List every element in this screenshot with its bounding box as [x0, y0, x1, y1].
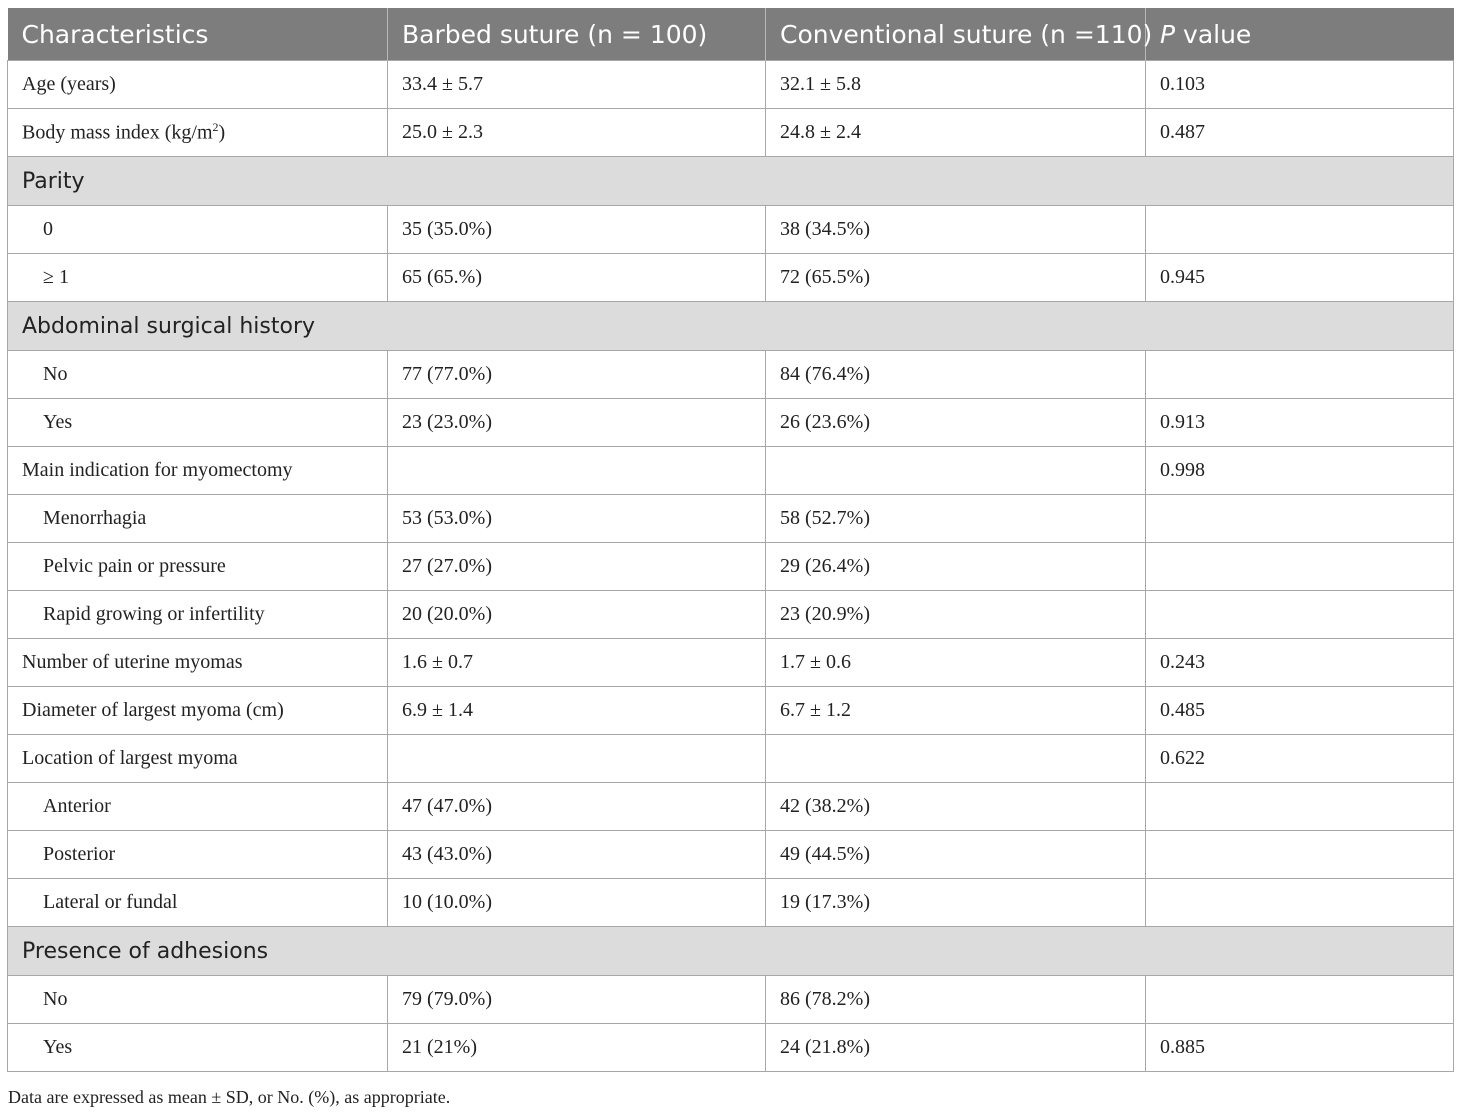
table-header-row [8, 8, 1454, 61]
barbed-value [388, 447, 766, 495]
conventional-value: 86 (78.2%) [766, 976, 1146, 1024]
p-value: 0.487 [1146, 109, 1454, 157]
conventional-value: 84 (76.4%) [766, 351, 1146, 399]
table-row [8, 254, 1454, 302]
conventional-value: 26 (23.6%) [766, 399, 1146, 447]
characteristics-table-container [7, 8, 1453, 1072]
header-p-value [1146, 8, 1454, 61]
row-label: No [8, 351, 388, 399]
barbed-value: 20 (20.0%) [388, 591, 766, 639]
row-label: Pelvic pain or pressure [8, 543, 388, 591]
barbed-value: 79 (79.0%) [388, 976, 766, 1024]
barbed-value: 77 (77.0%) [388, 351, 766, 399]
barbed-value: 65 (65.%) [388, 254, 766, 302]
conventional-value: 23 (20.9%) [766, 591, 1146, 639]
p-value: 0.103 [1146, 61, 1454, 109]
header-barbed-suture: Barbed suture (n = 100) [388, 8, 766, 61]
barbed-value: 53 (53.0%) [388, 495, 766, 543]
p-value: 0.998 [1146, 447, 1454, 495]
row-label: No [8, 976, 388, 1024]
row-label: Yes [8, 399, 388, 447]
conventional-value: 6.7 ± 1.2 [766, 687, 1146, 735]
bmi-superscript: 2 [212, 120, 219, 135]
table-row [8, 109, 1454, 157]
p-value [1146, 976, 1454, 1024]
bmi-label: Body mass index (kg/m [22, 121, 213, 144]
section-row-parity [8, 157, 1454, 206]
p-value [1146, 543, 1454, 591]
p-value [1146, 351, 1454, 399]
row-label: ≥ 1 [8, 254, 388, 302]
p-value: 0.913 [1146, 399, 1454, 447]
barbed-value: 33.4 ± 5.7 [388, 61, 766, 109]
conventional-value: 24 (21.8%) [766, 1024, 1146, 1072]
barbed-value: 10 (10.0%) [388, 879, 766, 927]
conventional-value [766, 735, 1146, 783]
p-value [1146, 831, 1454, 879]
row-label: Number of uterine myomas [8, 639, 388, 687]
section-label: Abdominal surgical history [8, 302, 1454, 351]
table-row [8, 831, 1454, 879]
row-label: Posterior [8, 831, 388, 879]
barbed-value: 21 (21%) [388, 1024, 766, 1072]
conventional-value: 29 (26.4%) [766, 543, 1146, 591]
p-value: 0.885 [1146, 1024, 1454, 1072]
p-value [1146, 591, 1454, 639]
table-row [8, 543, 1454, 591]
conventional-value: 58 (52.7%) [766, 495, 1146, 543]
conventional-value: 42 (38.2%) [766, 783, 1146, 831]
section-row-surgical-history [8, 302, 1454, 351]
section-label: Parity [8, 157, 1454, 206]
p-value [1146, 879, 1454, 927]
conventional-value: 38 (34.5%) [766, 206, 1146, 254]
row-label: Diameter of largest myoma (cm) [8, 687, 388, 735]
row-label: Lateral or fundal [8, 879, 388, 927]
conventional-value: 24.8 ± 2.4 [766, 109, 1146, 157]
conventional-value: 19 (17.3%) [766, 879, 1146, 927]
row-label: Rapid growing or infertility [8, 591, 388, 639]
row-label: Anterior [8, 783, 388, 831]
barbed-value: 43 (43.0%) [388, 831, 766, 879]
characteristics-table [7, 8, 1454, 1072]
table-row [8, 687, 1454, 735]
barbed-value: 1.6 ± 0.7 [388, 639, 766, 687]
table-row [8, 399, 1454, 447]
row-label: Location of largest myoma [8, 735, 388, 783]
conventional-value: 49 (44.5%) [766, 831, 1146, 879]
barbed-value [388, 735, 766, 783]
table-footnote: Data are expressed as mean ± SD, or No. (%), as appropriate. [8, 1087, 451, 1107]
header-p-rest: value [1175, 19, 1252, 49]
row-label [8, 109, 388, 157]
table-row [8, 61, 1454, 109]
barbed-value: 47 (47.0%) [388, 783, 766, 831]
table-row [8, 447, 1454, 495]
row-label: Yes [8, 1024, 388, 1072]
row-label: Menorrhagia [8, 495, 388, 543]
barbed-value: 23 (23.0%) [388, 399, 766, 447]
barbed-value: 35 (35.0%) [388, 206, 766, 254]
header-conventional-suture: Conventional suture (n =110) [766, 8, 1146, 61]
conventional-value: 72 (65.5%) [766, 254, 1146, 302]
p-value: 0.485 [1146, 687, 1454, 735]
p-value [1146, 206, 1454, 254]
header-p-italic: P [1160, 19, 1176, 49]
p-value: 0.243 [1146, 639, 1454, 687]
table-row [8, 1024, 1454, 1072]
bmi-label-end: ) [218, 121, 226, 144]
table-row [8, 639, 1454, 687]
row-label: Age (years) [8, 61, 388, 109]
conventional-value [766, 447, 1146, 495]
barbed-value: 25.0 ± 2.3 [388, 109, 766, 157]
conventional-value: 1.7 ± 0.6 [766, 639, 1146, 687]
table-row [8, 591, 1454, 639]
table-row [8, 351, 1454, 399]
conventional-value: 32.1 ± 5.8 [766, 61, 1146, 109]
p-value [1146, 783, 1454, 831]
header-characteristics: Characteristics [8, 8, 388, 61]
row-label: 0 [8, 206, 388, 254]
p-value: 0.945 [1146, 254, 1454, 302]
table-row [8, 206, 1454, 254]
p-value [1146, 495, 1454, 543]
table-row [8, 735, 1454, 783]
section-row-adhesions [8, 927, 1454, 976]
barbed-value: 6.9 ± 1.4 [388, 687, 766, 735]
table-row [8, 495, 1454, 543]
table-row [8, 879, 1454, 927]
p-value: 0.622 [1146, 735, 1454, 783]
row-label: Main indication for myomectomy [8, 447, 388, 495]
table-row [8, 783, 1454, 831]
section-label: Presence of adhesions [8, 927, 1454, 976]
barbed-value: 27 (27.0%) [388, 543, 766, 591]
table-row [8, 976, 1454, 1024]
